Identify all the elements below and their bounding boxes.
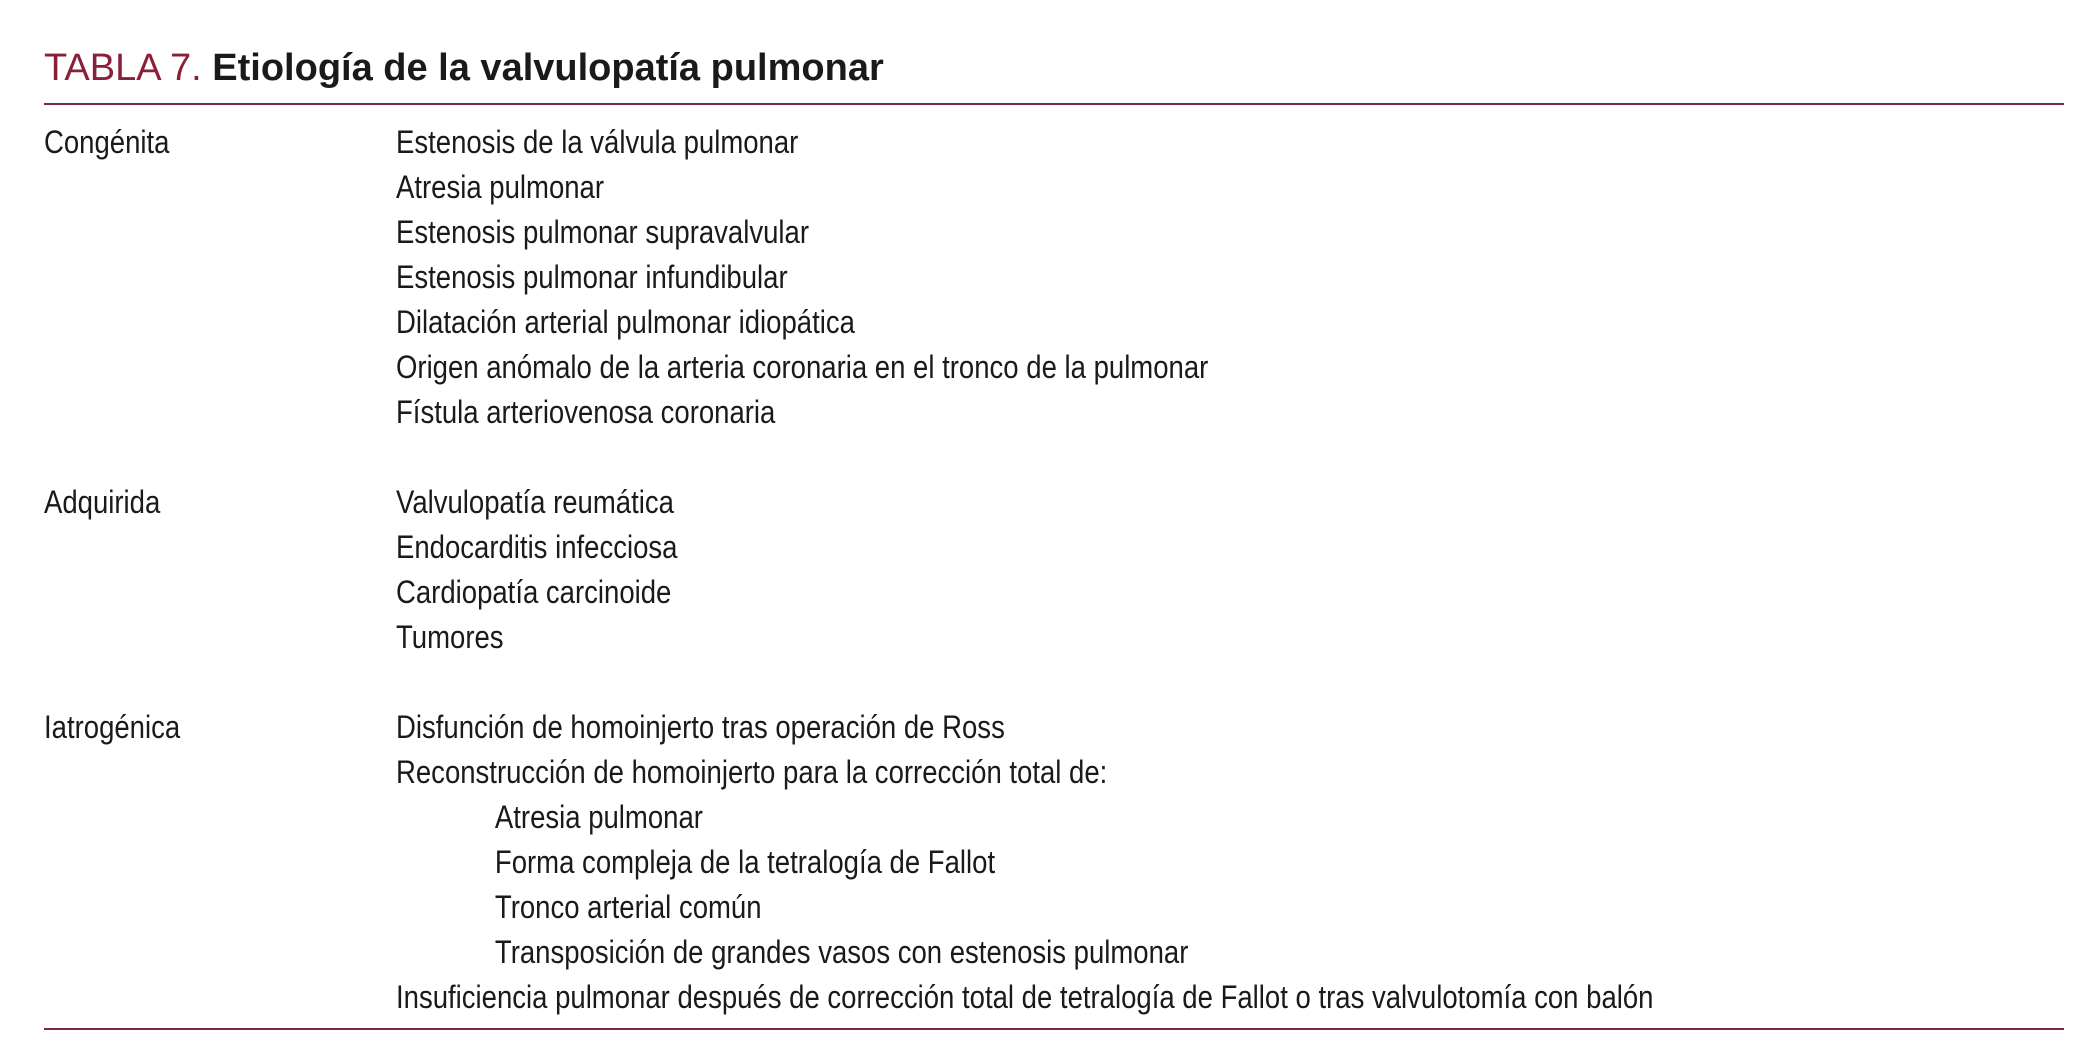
list-item: Cardiopatía carcinoide	[396, 574, 672, 610]
list-item: Estenosis de la válvula pulmonar	[396, 124, 799, 160]
list-item: Dilatación arterial pulmonar idiopática	[396, 304, 855, 340]
item-list	[396, 480, 723, 660]
group-congenita	[44, 120, 2064, 435]
sub-list-item: Transposición de grandes vasos con estenosis pulmonar	[494, 934, 1189, 970]
category-label: Adquirida	[44, 484, 161, 520]
list-item: Estenosis pulmonar infundibular	[396, 259, 788, 295]
category-label: Congénita	[44, 124, 170, 160]
list-item: Origen anómalo de la arteria coronaria en el tronco de la pulmonar	[396, 349, 1209, 385]
list-item: Insuficiencia pulmonar después de corrección total de tetralogía de Fallot o tras valvulotomía con balón	[396, 979, 1654, 1015]
list-item: Tumores	[396, 619, 504, 655]
table-title	[44, 44, 884, 92]
sub-list-item: Forma compleja de la tetralogía de Fallot	[494, 844, 996, 880]
list-item: Disfunción de homoinjerto tras operación de Ross	[396, 709, 1005, 745]
group-adquirida	[44, 480, 2064, 660]
list-item: Reconstrucción de homoinjerto para la corrección total de:	[396, 754, 1108, 790]
item-list	[396, 120, 1341, 435]
sub-list-item: Tronco arterial común	[494, 889, 762, 925]
table-number-label: TABLA 7.	[44, 47, 202, 89]
list-item: Valvulopatía reumática	[396, 484, 674, 520]
table-heading: Etiología de la valvulopatía pulmonar	[212, 47, 884, 89]
list-item: Fístula arteriovenosa coronaria	[396, 394, 776, 430]
group-iatrogenica	[44, 705, 2064, 1020]
list-item: Atresia pulmonar	[396, 169, 605, 205]
sub-list-item: Atresia pulmonar	[494, 799, 703, 835]
top-rule	[44, 103, 2064, 105]
list-item: Endocarditis infecciosa	[396, 529, 678, 565]
list-item: Estenosis pulmonar supravalvular	[396, 214, 810, 250]
category-label: Iatrogénica	[44, 709, 181, 745]
etiology-table	[44, 120, 2064, 1020]
bottom-rule	[44, 1028, 2064, 1030]
item-list	[396, 705, 1858, 1020]
